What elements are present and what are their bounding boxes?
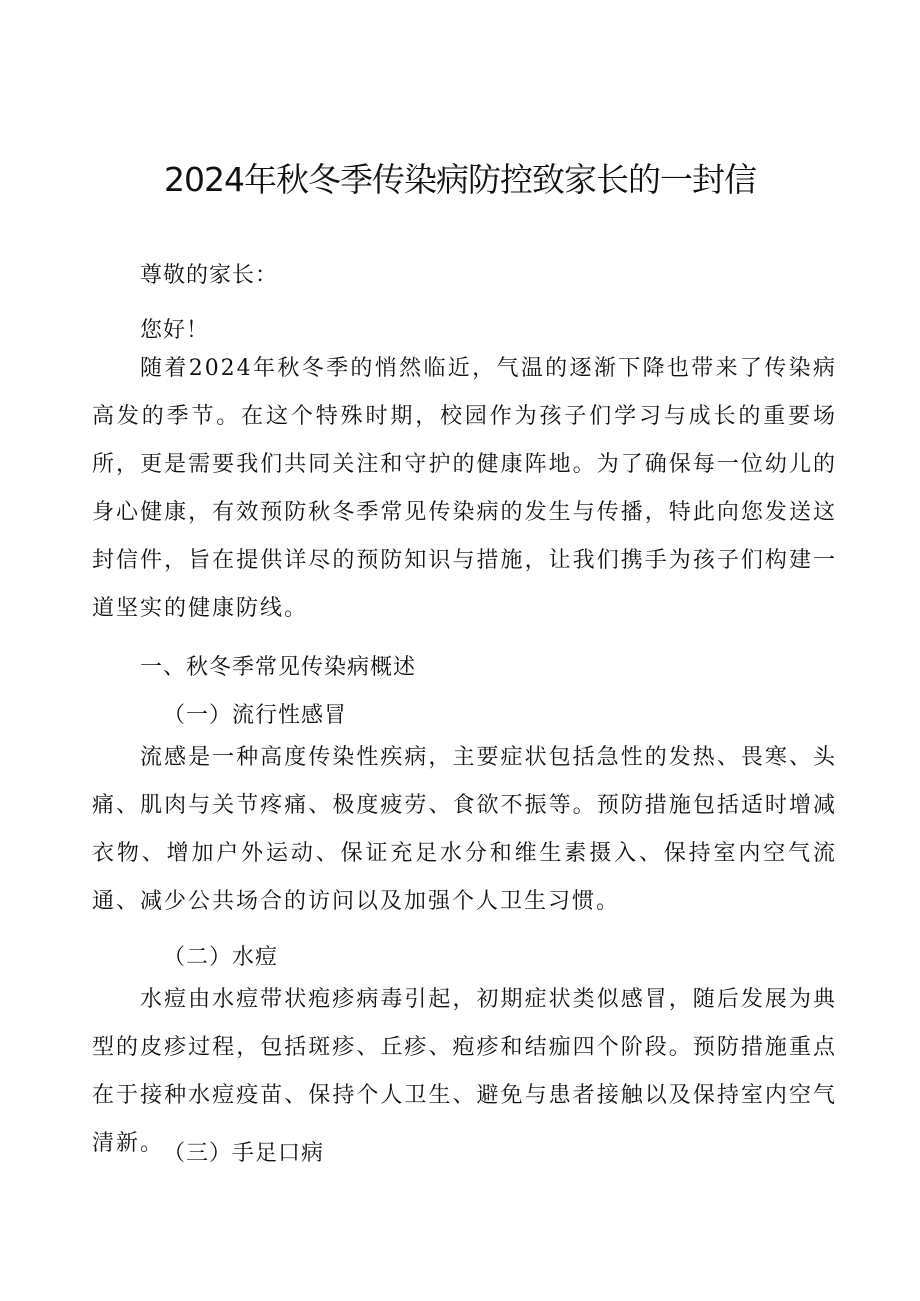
flu-paragraph: 流感是一种高度传染性疾病，主要症状包括急性的发热、畏寒、头痛、肌肉与关节疼痛、极度疲劳、食欲不振等。预防措施包括适时增减衣物、增加户外运动、保证充足水分和维生素摄入、保持室内空气流通、减少公共场合的访问以及加强个人卫生习惯。 — [92, 745, 837, 914]
subsection-flu-heading: （一）流行性感冒 — [163, 703, 348, 728]
section-1-heading: 一、秋冬季常见传染病概述 — [140, 655, 417, 680]
greeting: 您好！ — [140, 318, 210, 343]
intro-paragraph: 随着2024年秋冬季的悄然临近，气温的逐渐下降也带来了传染病高发的季节。在这个特殊时期，校园作为孩子们学习与成长的重要场所，更是需要我们共同关注和守护的健康阵地。为了确保每一位幼儿的身心健康，有效预防秋冬季常见传染病的发生与传播，特此向您发送这封信件，旨在提供详尽的预防知识与措施，让我们携手为孩子们构建一道坚实的健康防线。 — [92, 356, 837, 621]
chickenpox-paragraph: 水痘由水痘带状疱疹病毒引起，初期症状类似感冒，随后发展为典型的皮疹过程，包括斑疹、丘疹、疱疹和结痂四个阶段。预防措施重点在于接种水痘疫苗、保持个人卫生、避免与患者接触以及保持室内空气清新。 — [92, 987, 837, 1156]
subsection-hfmd-heading: （三）手足口病 — [163, 1141, 325, 1166]
document-title: 2024年秋冬季传染病防控致家长的一封信 — [164, 160, 756, 199]
subsection-chickenpox-heading: （二）水痘 — [163, 945, 279, 970]
salutation: 尊敬的家长： — [140, 263, 279, 288]
